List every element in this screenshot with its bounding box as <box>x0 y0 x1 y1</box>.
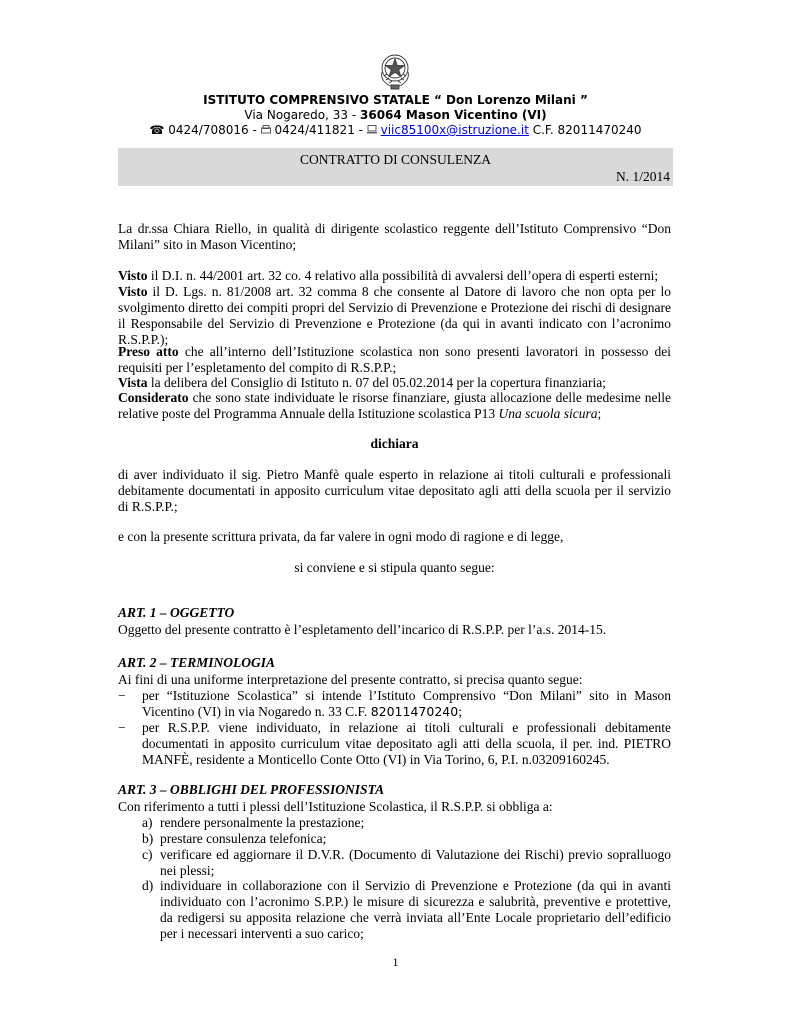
art2-intro: Ai fini di una uniforme interpretazione del presente contratto, si precisa quanto segue: <box>118 672 583 687</box>
dash-marker: − <box>118 720 126 735</box>
art3-title: ART. 3 – OBBLIGHI DEL PROFESSIONISTA <box>118 782 385 797</box>
conviene-line: si conviene e si stipula quanto segue: <box>294 560 495 575</box>
preso-atto-paragraph <box>118 344 671 376</box>
contract-title-band <box>118 148 673 186</box>
institute-name: ISTITUTO COMPRENSIVO STATALE “ Don Lorenzo Milani ” <box>203 93 588 107</box>
page-number: 1 <box>392 955 399 969</box>
institute-contacts <box>118 122 673 138</box>
art3-item-b <box>118 831 671 847</box>
fax-number: 0424/411821 - <box>274 123 367 137</box>
list-marker: d) <box>142 878 154 893</box>
institute-address <box>118 107 673 123</box>
art2-title: ART. 2 – TERMINOLOGIA <box>118 655 276 670</box>
vista-text: la delibera del Consiglio di Istituto n. 07 del 05.02.2014 per la copertura finanziaria; <box>147 375 606 390</box>
art3-item-a <box>118 815 671 831</box>
italian-republic-emblem-icon <box>377 50 413 90</box>
vista-paragraph <box>118 375 671 391</box>
art3-intro: Con riferimento a tutti i plessi dell’Istituzione Scolastica, il R.S.P.P. si obbliga a: <box>118 799 553 814</box>
list-item-text: prestare consulenza telefonica; <box>160 831 327 846</box>
art3-item-d <box>118 878 671 942</box>
visto-text-2: il D. Lgs. n. 81/2008 art. 32 comma 8 che consente al Datore di lavoro che non opta per lo svolgimento diretto dei compiti propri del Servizio di Prevenzione e Protezione dei rischi di designare il Responsabile del Servizio di Prevenzione e Protezione (da qui in avanti indicato con l’acronimo R.S.P.P.); <box>118 284 671 347</box>
contract-number: N. 1/2014 <box>616 169 670 184</box>
dash-marker: − <box>118 688 126 703</box>
visto-paragraph-2 <box>118 284 671 348</box>
list-marker: b) <box>142 831 154 846</box>
art2-item-1-end: ; <box>458 704 462 719</box>
art2-item-2-text: per R.S.P.P. viene individuato, in relazione ai titoli culturali e professionali debitamente documentati in apposito curriculum vitae depositato agli atti della scuola, il per. ind. PIETRO MANFÈ, residente a Monticello Conte Otto (VI) in Via Torino, 6, P.I. n.03209160245. <box>142 720 671 767</box>
art3-item-c <box>118 847 671 879</box>
art2-item-1 <box>118 688 671 720</box>
fax-icon <box>261 123 271 137</box>
preso-atto-label: Preso atto <box>118 344 179 359</box>
list-marker: a) <box>142 815 153 830</box>
scrittura-paragraph: e con la presente scrittura privata, da far valere in ogni modo di ragione e di legge, <box>118 529 564 544</box>
considerato-end: ; <box>597 406 602 421</box>
computer-icon <box>367 123 377 137</box>
visto-text-1: il D.I. n. 44/2001 art. 32 co. 4 relativo alla possibilità di avvalersi dell’opera di esperti esterni; <box>147 268 659 283</box>
phone-number: 0424/708016 - <box>168 123 261 137</box>
vista-label: Vista <box>118 375 148 390</box>
considerato-italic: Una scuola sicura <box>498 406 598 421</box>
considerato-paragraph <box>118 390 671 422</box>
visto-label-2: Visto <box>118 284 148 299</box>
art1-text: Oggetto del presente contratto è l’espletamento dell’incarico di R.S.P.P. per l’a.s. 2014-15. <box>118 622 607 637</box>
list-item-text: verificare ed aggiornare il D.V.R. (Documento di Valutazione dei Rischi) previo sopralluogo nei plessi; <box>160 847 671 878</box>
art1-title: ART. 1 – OGGETTO <box>118 605 235 620</box>
intro-paragraph: La dr.ssa Chiara Riello, in qualità di dirigente scolastico reggente dell’Istituto Comprensivo “Don Milani” sito in Mason Vicentino; <box>118 221 671 252</box>
address-city: 36064 Mason Vicentino (VI) <box>360 108 547 122</box>
visto-paragraph-1 <box>118 268 671 284</box>
phone-icon: ☎ <box>149 123 165 137</box>
list-item-text: individuare in collaborazione con il Servizio di Prevenzione e Protezione (da qui in avanti individuato con l’acronimo S.P.P.) le misure di sicurezza e salubrità, preventive e protettive, da redigersi su apposita relazione che verrà inviata all’Ente Locale proprietario dell’edificio per i necessari interventi a suo carico; <box>160 878 671 941</box>
considerato-text: che sono state individuate le risorse finanziare, giusta allocazione delle medesime nelle relative poste del Programma Annuale della Istituzione scolastica P13 <box>118 390 671 421</box>
fiscal-code: C.F. 82011470240 <box>528 123 642 137</box>
visto-label-1: Visto <box>118 268 148 283</box>
address-street: Via Nogaredo, 33 - <box>244 108 360 122</box>
art2-item-1-body: per “Istituzione Scolastica” si intende l’Istituto Comprensivo “Don Milani” sito in Mason Vicentino (VI) in via Nogaredo n. 33 C.F. <box>142 688 671 719</box>
contract-title: CONTRATTO DI CONSULENZA <box>300 152 491 167</box>
email-link[interactable]: viic85100x@istruzione.it <box>380 123 529 137</box>
preso-atto-text: che all’interno dell’Istituzione scolastica non sono presenti lavoratori in possesso dei requisiti per l’espletamento del compito di R.S.P.P.; <box>118 344 671 375</box>
art2-item-2 <box>118 720 671 768</box>
list-item-text: rendere personalmente la prestazione; <box>160 815 365 830</box>
considerato-label: Considerato <box>118 390 189 405</box>
dichiara-heading: dichiara <box>370 436 419 451</box>
art2-item-1-cf: 82011470240 <box>370 704 459 719</box>
art2-item-1-text <box>142 688 671 720</box>
individuato-paragraph: di aver individuato il sig. Pietro Manfè quale esperto in relazione ai titoli culturali e professionali debitamente documentati in apposito curriculum vitae depositato agli atti della scuola per il servizio di R.S.P.P.; <box>118 467 671 514</box>
list-marker: c) <box>142 847 153 862</box>
